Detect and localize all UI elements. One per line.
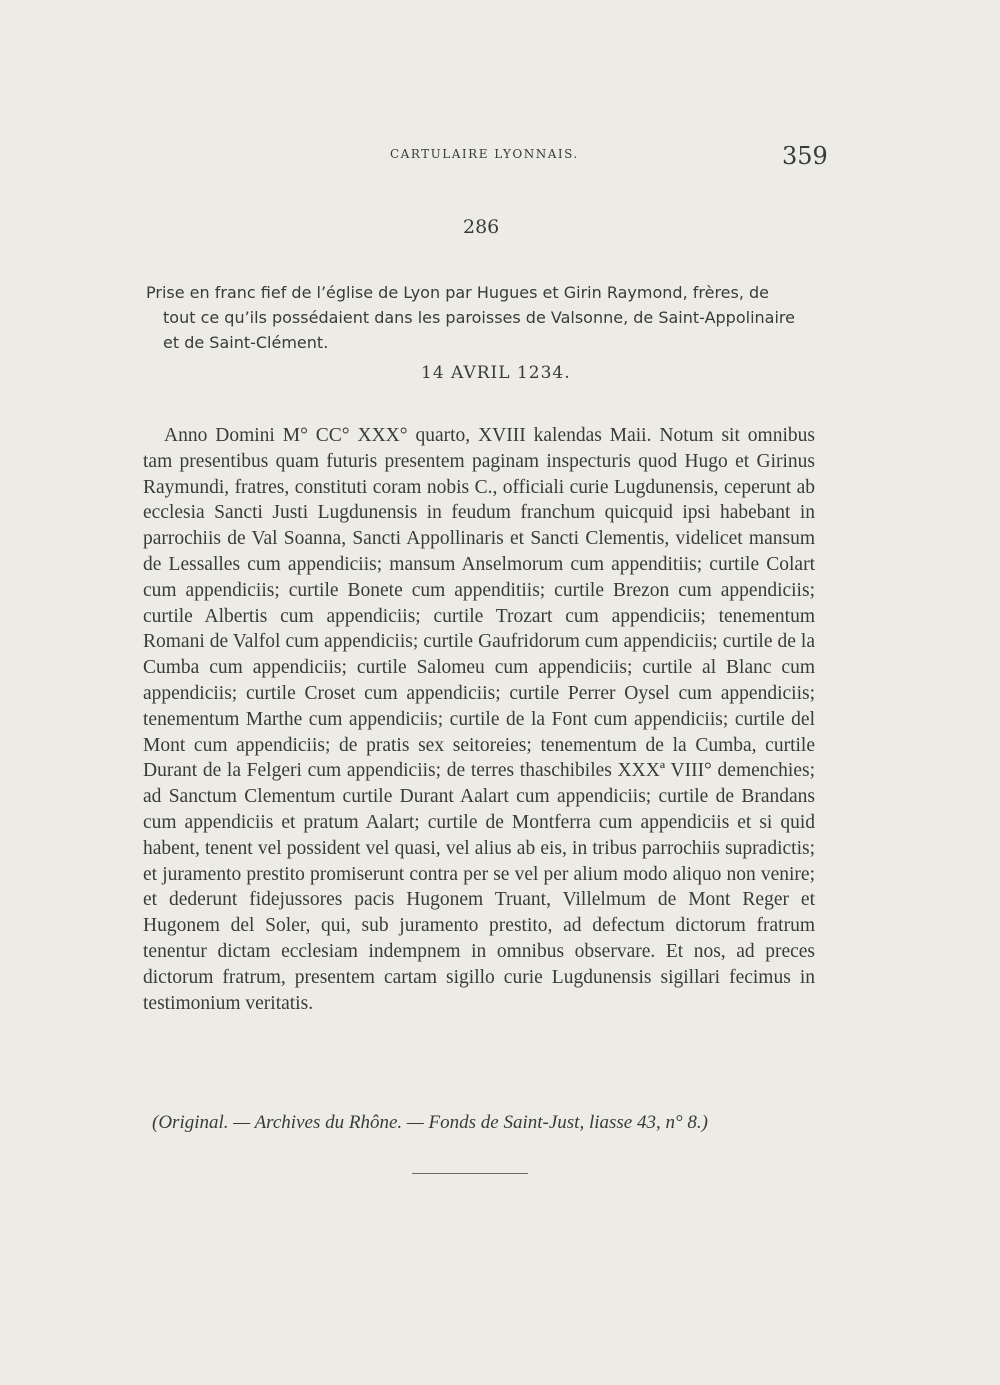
summary-line: et de Saint-Clément. (163, 333, 329, 352)
source-citation: (Original. — Archives du Rhône. — Fonds de Saint-Just, liasse 43, n° 8.) (152, 1112, 708, 1133)
end-rule (412, 1173, 528, 1174)
charter-date: 14 AVRIL 1234. (421, 363, 571, 383)
charter-body-text: Anno Domini M° CC° XXX° quarto, XVIII kalendas Maii. Notum sit omnibus tam presentibus quam futuris presentem paginam inspecturis quod Hugo et Girinus Raymundi, fratres, constituti coram nobis C., officiali curie Lugdunensis, ceperunt ab ecclesia Sancti Justi Lugdunensis in feudum franchum quicquid ipsi habebant in parrochiis de Val Soanna, Sancti Appollinaris et Sancti Clementis, videlicet mansum de Lessalles cum appendiciis; mansum Anselmorum cum appenditiis; curtile Colart cum appendiciis; curtile Bonete cum appenditiis; curtile Brezon cum appendiciis; curtile Albertis cum appendiciis; curtile Trozart cum appendiciis; tenementum Romani de Valfol cum appendiciis; curtile Gaufridorum cum appendiciis; curtile de la Cumba cum appendiciis; curtile Salomeu cum appendiciis; curtile al Blanc cum appendiciis; curtile Croset cum appendiciis; curtile Perrer Oysel cum appendiciis; tenementum Marthe cum appendiciis; curtile de la Font cum appendiciis; curtile del Mont cum appendiciis; de pratis sex seitoreies; tenementum de la Cumba, curtile Durant de la Felgeri cum appendiciis; de terres thaschibiles XXXª VIII° demenchies; ad Sanctum Clementum curtile Durant Aalart cum appendiciis; curtile de Brandans cum appendiciis et pratum Aalart; curtile de Montferra cum appendiciis et si quid habent, tenent vel possident vel quasi, vel alius ab eis, in tribus parrochiis supradictis; et juramento prestito promiserunt contra per se vel per alium modo aliquo non venire; et dederunt fidejussores pacis Hugonem Truant, Villelmum de Mont Reger et Hugonem del Soler, qui, sub juramento prestito, ad defectum dictorum fratrum tenentur dictam ecclesiam indempnem in omnibus observare. Et nos, ad preces dictorum fratrum, presentem cartam sigillo curie Lugdunensis sigillari fecimus in testimonium veritatis. (143, 425, 815, 1014)
charter-summary (146, 280, 814, 355)
charter-number: 286 (463, 216, 500, 238)
summary-line: tout ce qu’ils possédaient dans les paroisses de Valsonne, de Saint-Appolinaire (163, 308, 795, 327)
summary-line: Prise en franc fief de l’église de Lyon par Hugues et Girin Raymond, frères, de (146, 283, 770, 302)
page-number: 359 (782, 142, 828, 170)
running-head: CARTULAIRE LYONNAIS. (390, 147, 579, 161)
